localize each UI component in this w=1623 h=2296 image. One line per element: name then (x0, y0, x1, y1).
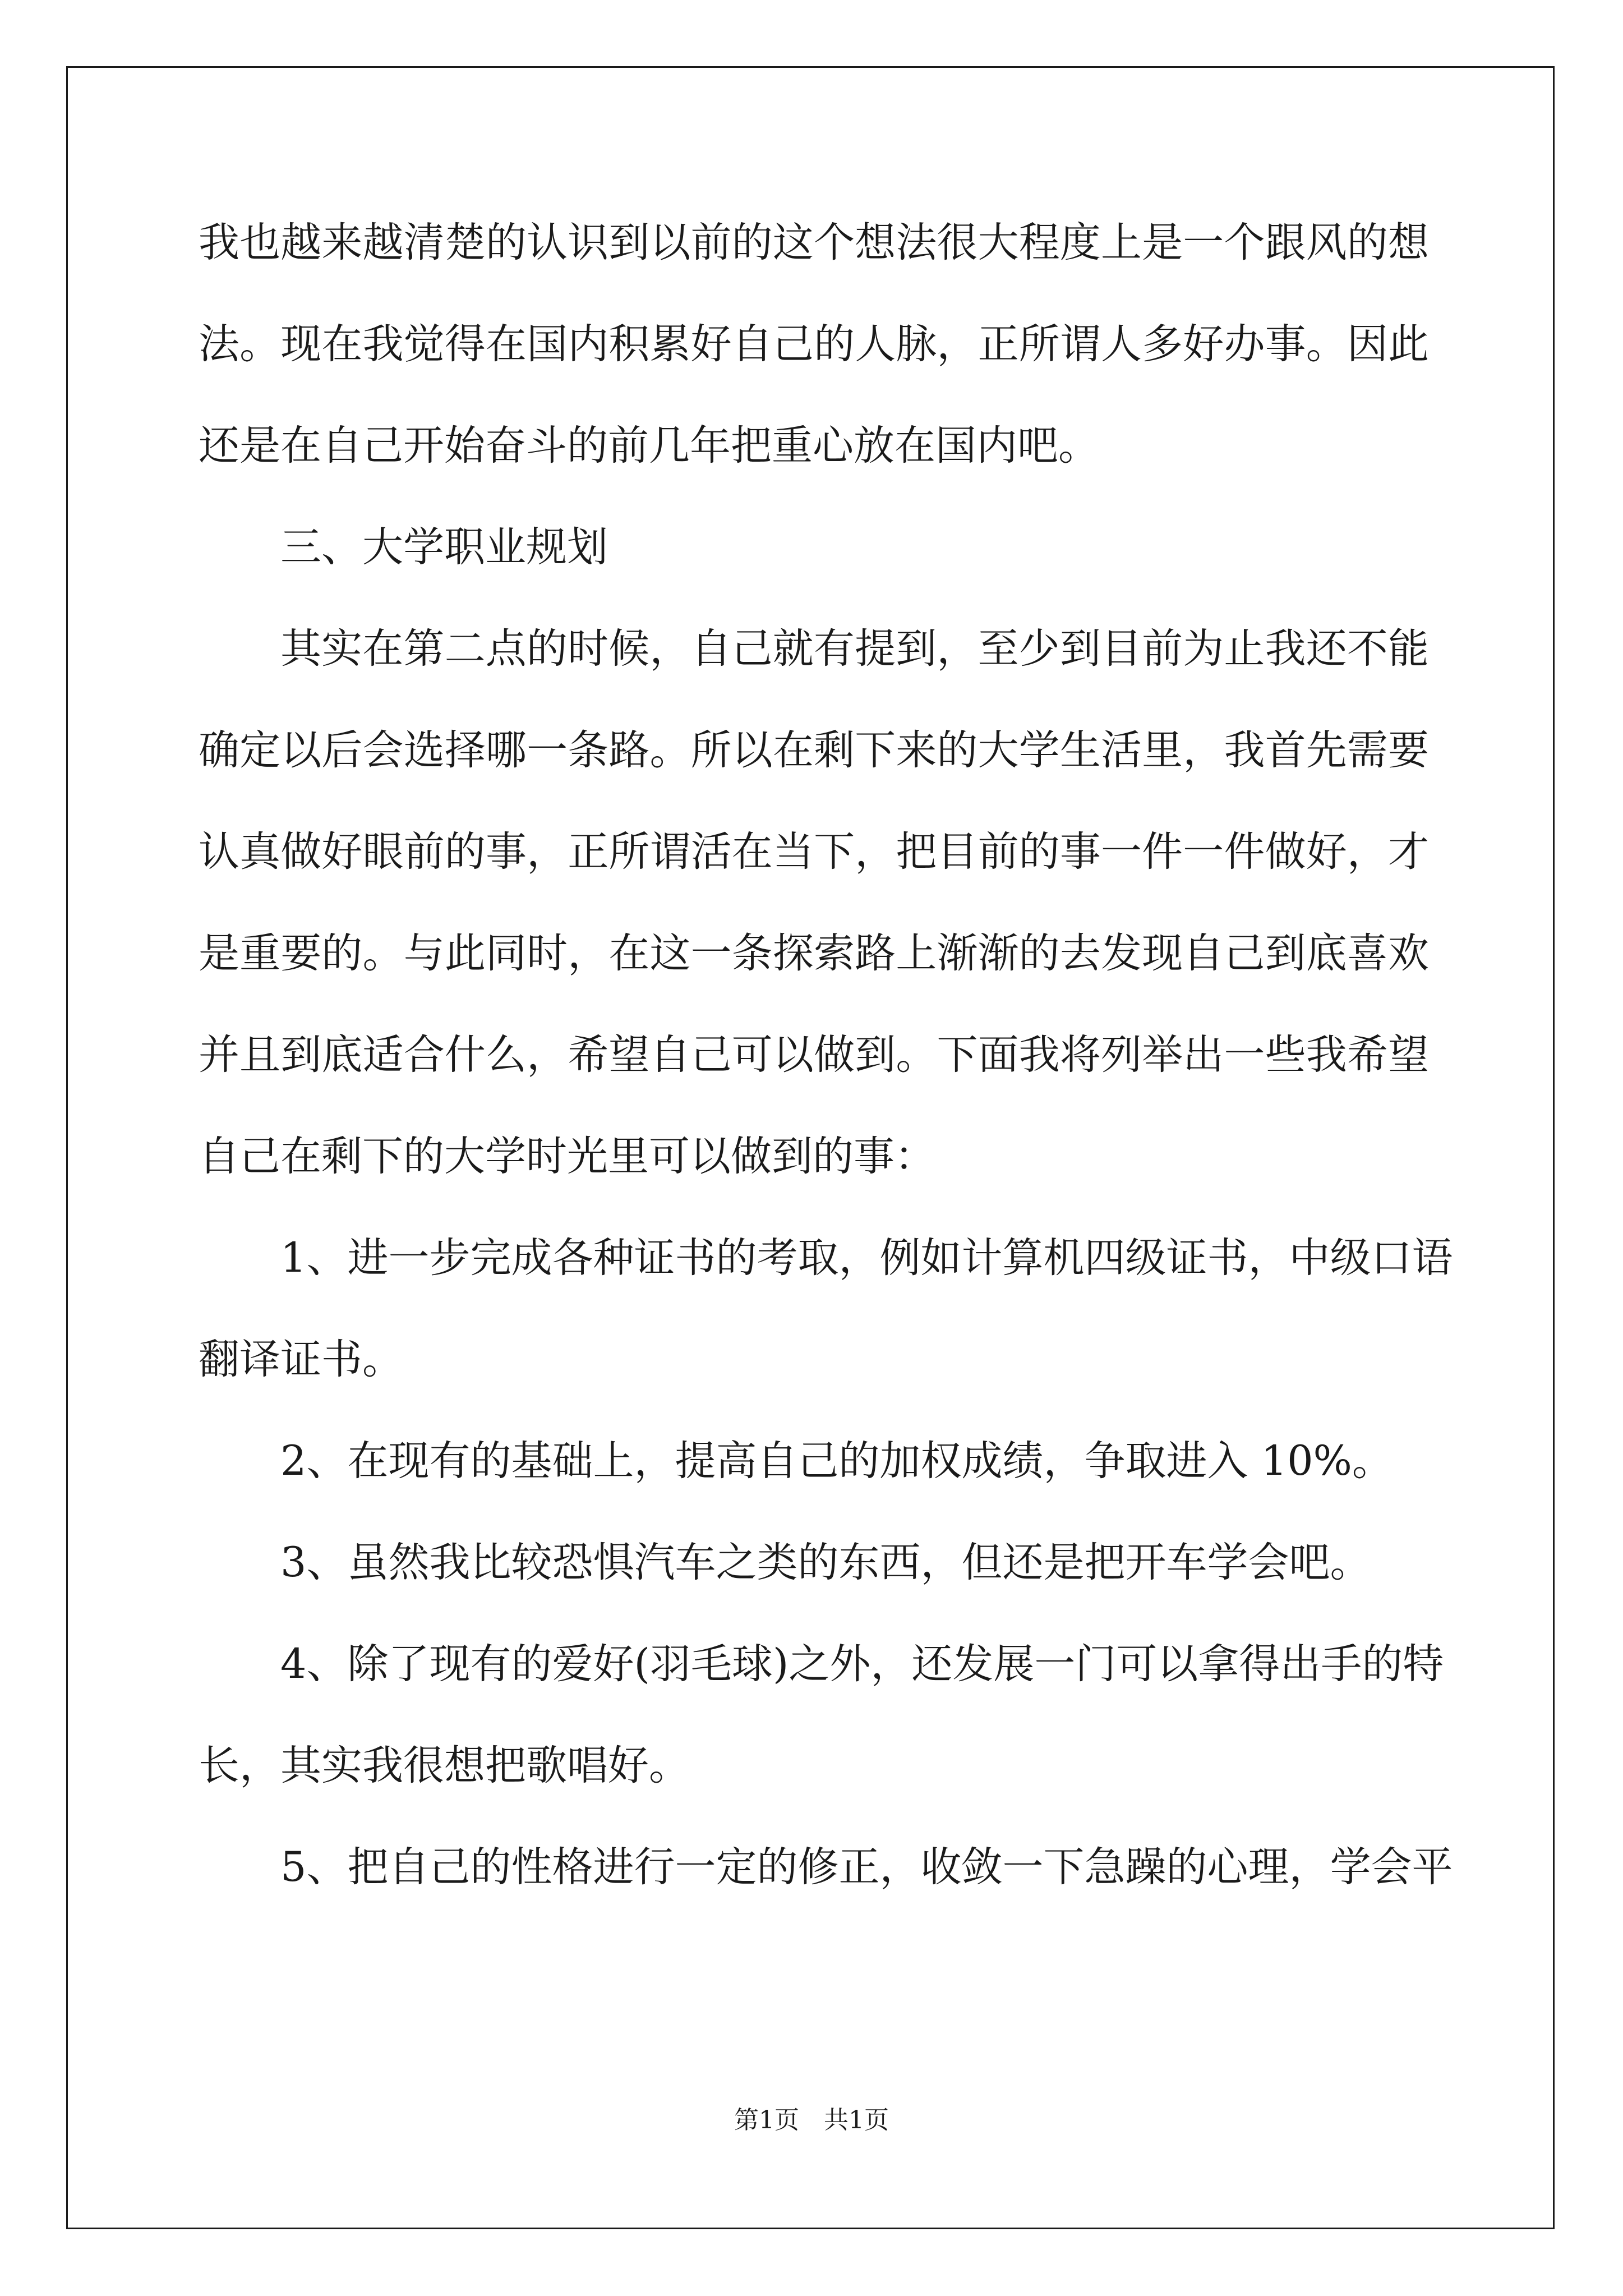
text-line: 是重要的。与此同时，在这一条探索路上渐渐的去发现自己到底喜欢 (199, 930, 1429, 977)
text-line: 还是在自己开始奋斗的前几年把重心放在国内吧。 (199, 422, 1099, 470)
list-item-text: 翻译证书。 (199, 1336, 403, 1383)
text-line: 认真做好眼前的事，正所谓活在当下，把目前的事一件一件做好，才 (199, 828, 1429, 876)
list-item-text: 1、进一步完成各种证书的考取，例如计算机四级证书，中级口语 (280, 1234, 1453, 1282)
text-line: 我也越来越清楚的认识到以前的这个想法很大程度上是一个跟风的想 (199, 219, 1429, 266)
page-number: 第1页 (734, 2106, 799, 2134)
section-heading: 三、大学职业规划 (280, 523, 608, 571)
text-line: 并且到底适合什么，希望自己可以做到。下面我将列举出一些我希望 (199, 1031, 1429, 1079)
text-line: 法。现在我觉得在国内积累好自己的人脉，正所谓人多好办事。因此 (199, 320, 1429, 368)
text-line: 确定以后会选择哪一条路。所以在剩下来的大学生活里，我首先需要 (199, 726, 1429, 774)
page-footer (0, 2104, 1623, 2137)
list-item-text: 4、除了现有的爱好(羽毛球)之外，还发展一门可以拿得出手的特 (280, 1640, 1444, 1688)
text-line: 其实在第二点的时候，自己就有提到，至少到目前为止我还不能 (280, 625, 1429, 673)
page-total: 共1页 (824, 2106, 889, 2134)
list-item-text: 2、在现有的基础上，提高自己的加权成绩，争取进入 10%。 (280, 1437, 1393, 1485)
list-item-text: 长，其实我很想把歌唱好。 (199, 1742, 690, 1789)
text-line: 自己在剩下的大学时光里可以做到的事： (199, 1133, 935, 1180)
list-item-text: 5、把自己的性格进行一定的修正，收敛一下急躁的心理，学会平 (280, 1843, 1453, 1891)
list-item-text: 3、虽然我比较恐惧汽车之类的东西，但还是把开车学会吧。 (280, 1539, 1371, 1586)
